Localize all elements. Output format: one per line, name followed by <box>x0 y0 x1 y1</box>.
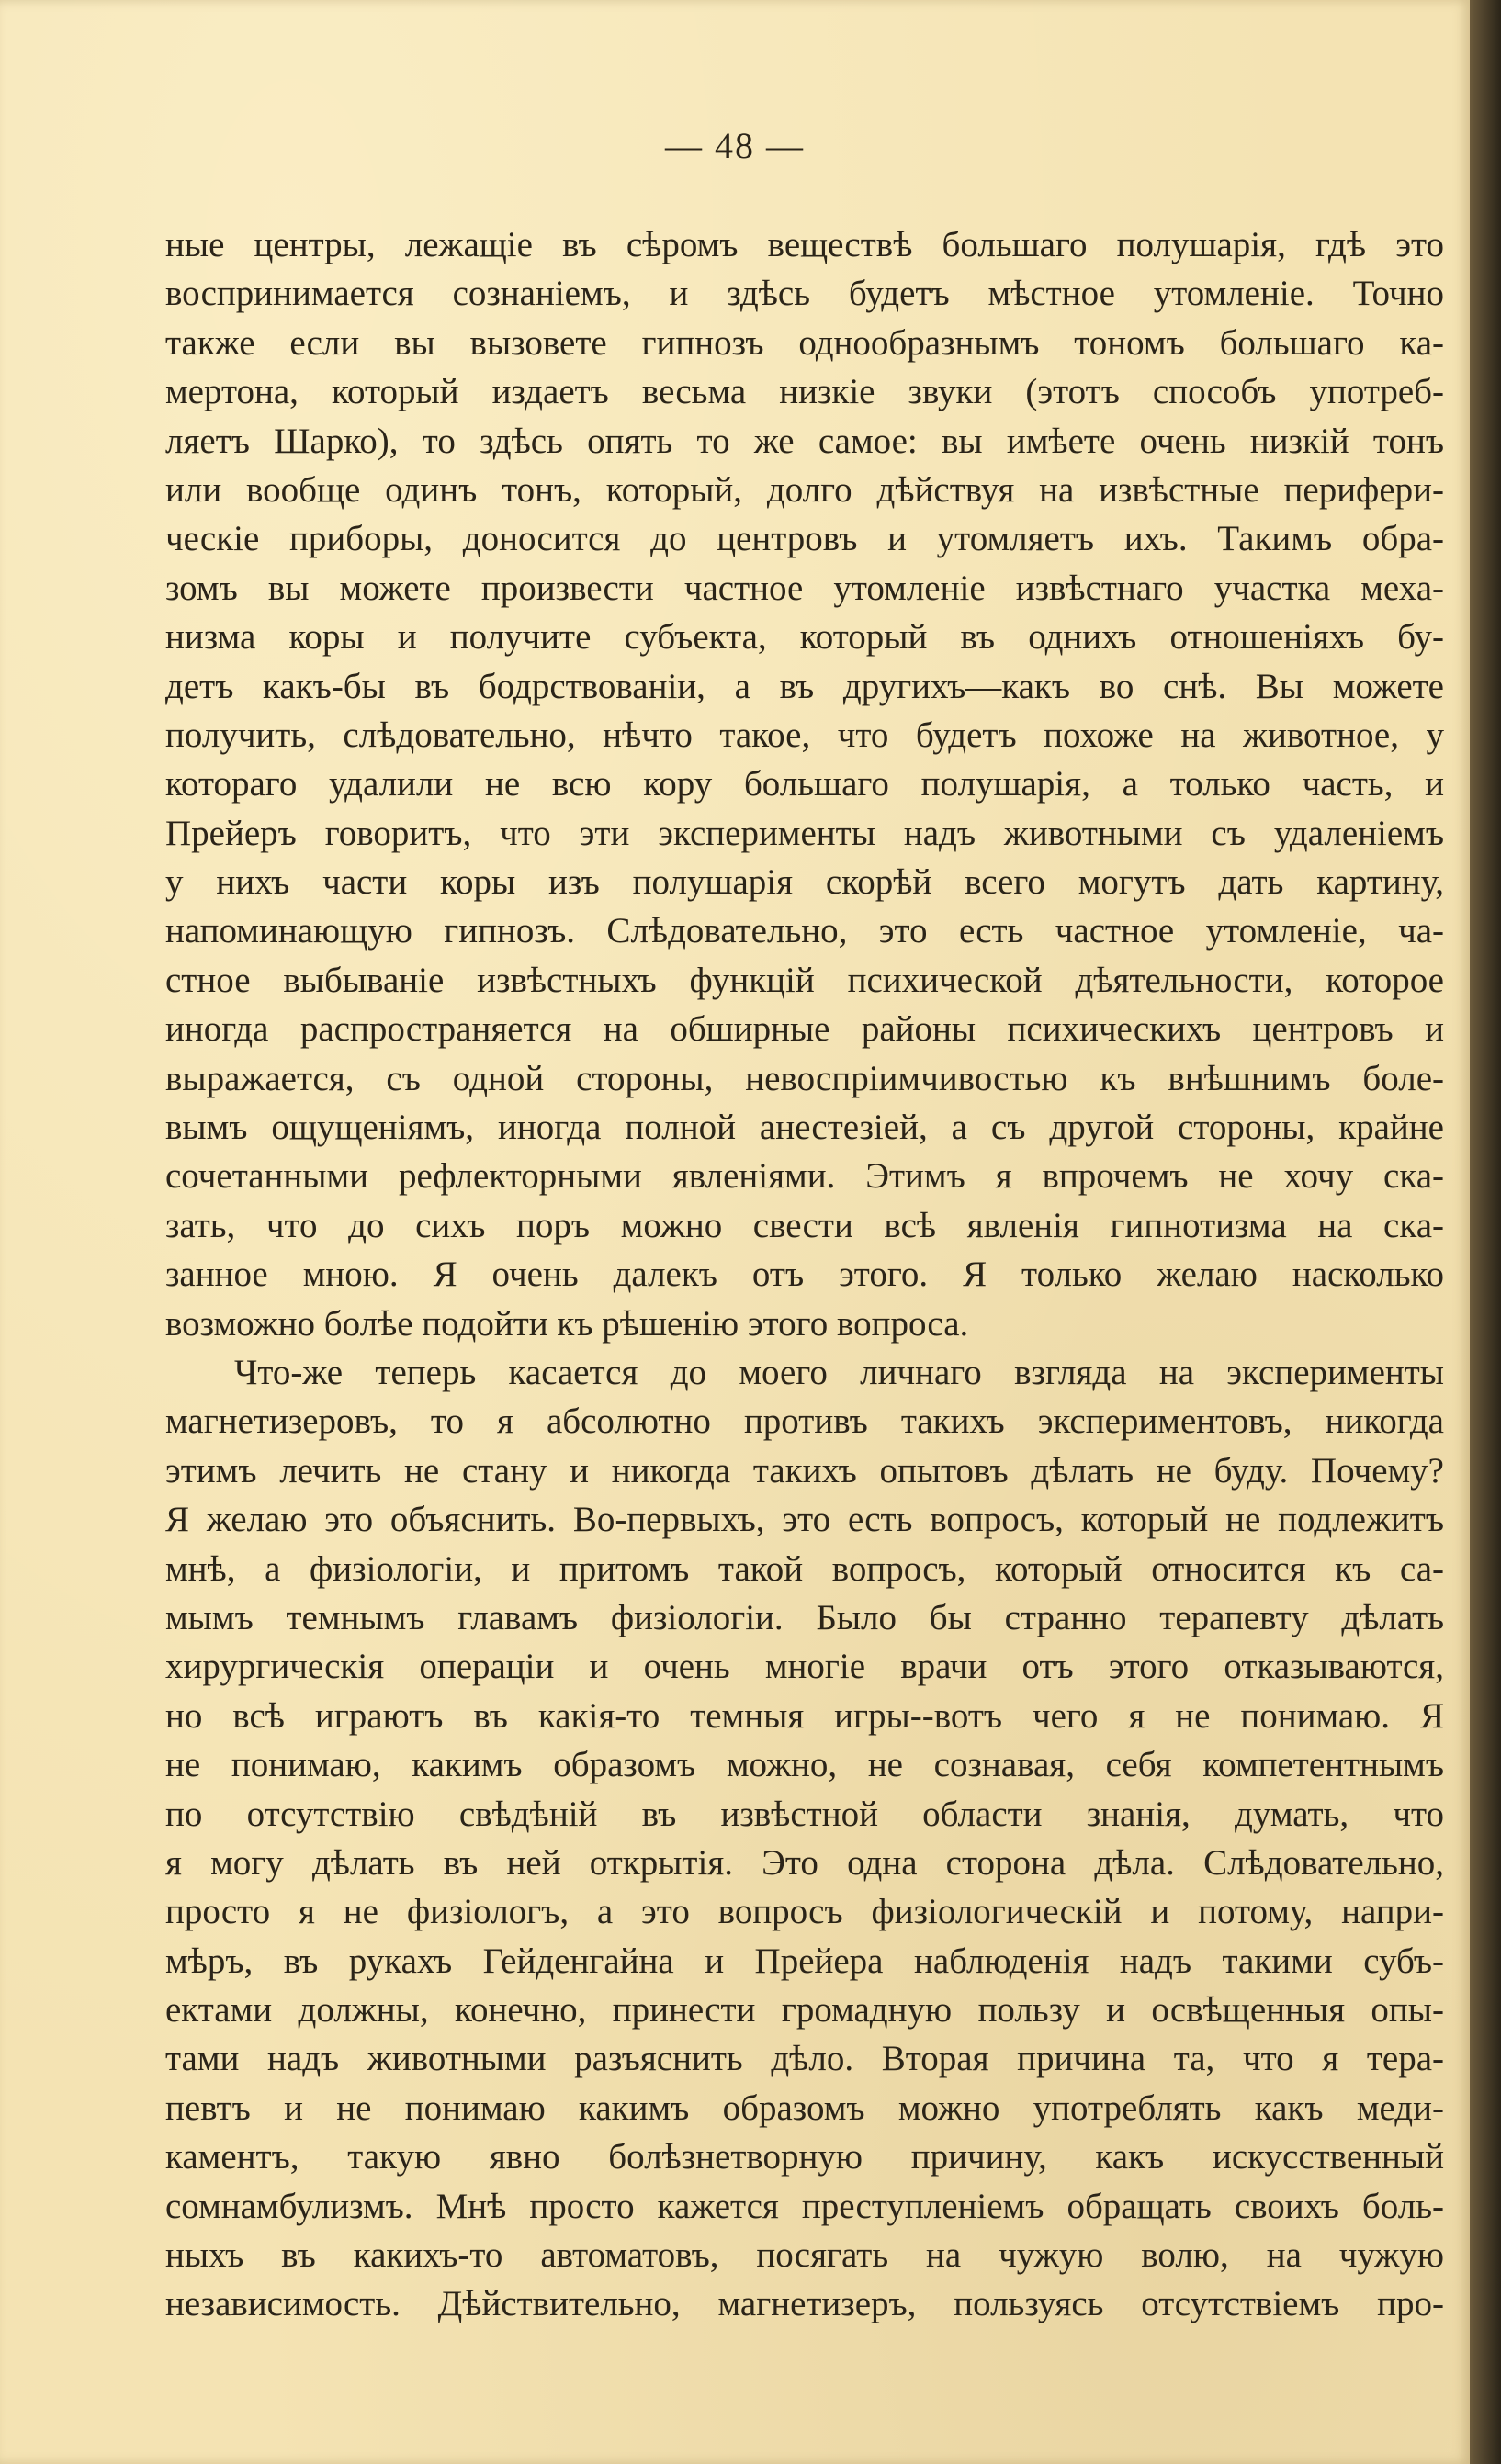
page-edge <box>1470 0 1501 2464</box>
text-line: или вообще одинъ тонъ, который, долго дѣйствуя на извѣстные перифери- <box>165 469 1444 510</box>
text-line: хирургическія операціи и очень многіе врачи отъ этого отказываются, <box>165 1647 1444 1687</box>
text-line: ные центры, лежащіе въ сѣромъ веществѣ большаго полушарія, гдѣ это <box>165 225 1444 264</box>
text-line: низма коры и получите субъекта, который въ однихъ отношеніяхъ бу- <box>165 617 1444 658</box>
text-line: Прейеръ говоритъ, что эти эксперименты надъ животными съ удаленіемъ <box>165 813 1444 853</box>
text-line: сомнамбулизмъ. Мнѣ просто кажется преступленіемъ обращать своихъ боль- <box>165 2186 1444 2226</box>
text-line: не понимаю, какимъ образомъ можно, не сознавая, себя компетентнымъ <box>165 1745 1444 1785</box>
body-text <box>165 220 1444 2329</box>
text-line: иногда распространяется на обширные районы психическихъ центровъ и <box>165 1009 1444 1050</box>
page-number: — 48 — <box>665 125 805 166</box>
text-line: ектами должны, конечно, принести громадную пользу и освѣщенныя опы- <box>165 1990 1444 2031</box>
text-line: мнѣ, а физіологіи, и притомъ такой вопросъ, который относится къ са- <box>165 1548 1444 1589</box>
text-line: стное выбываніе извѣстныхъ функцій психической дѣятельности, которое <box>165 960 1444 1000</box>
text-line: просто я не физіологъ, а это вопросъ физіологическій и потому, напри- <box>165 1892 1444 1932</box>
text-line: выражается, съ одной стороны, невоспріимчивостью къ внѣшнимъ боле- <box>165 1058 1444 1098</box>
text-line: зать, что до сихъ поръ можно свести всѣ явленія гипнотизма на ска- <box>165 1205 1444 1245</box>
text-line: мертона, который издаетъ весьма низкіе звуки (этотъ способъ употреб- <box>165 372 1444 412</box>
text-line: ныхъ въ какихъ-то автоматовъ, посягать на чужую волю, на чужую <box>165 2235 1444 2276</box>
text-line: мымъ темнымъ главамъ физіологіи. Было бы странно терапевту дѣлать <box>165 1597 1444 1637</box>
text-line: получить, слѣдовательно, нѣчто такое, что будетъ похоже на животное, у <box>165 714 1444 755</box>
text-line: зомъ вы можете произвести частное утомленіе извѣстнаго участка меха- <box>165 568 1444 608</box>
text-line: котораго удалили не всю кору большаго полушарія, а только часть, и <box>165 764 1444 804</box>
text-line: мѣръ, въ рукахъ Гейденгайна и Прейера наблюденія надъ такими субъ- <box>165 1941 1444 1981</box>
text-line: певтъ и не понимаю какимъ образомъ можно употреблять какъ меди- <box>165 2087 1444 2128</box>
text-line: Я желаю это объяснить. Во-первыхъ, это есть вопросъ, который не подлежитъ <box>165 1500 1444 1540</box>
text-line: воспринимается сознаніемъ, и здѣсь будетъ мѣстное утомленіе. Точно <box>165 274 1444 314</box>
text-line: детъ какъ-бы въ бодрствованіи, а въ другихъ—какъ во снѣ. Вы можете <box>165 666 1444 706</box>
text-line: у нихъ части коры изъ полушарія скорѣй всего могутъ дать картину, <box>165 862 1444 903</box>
text-line: напоминающую гипнозъ. Слѣдовательно, это есть частное утомленіе, ча- <box>165 911 1444 951</box>
text-line: по отсутствію свѣдѣній въ извѣстной области знанія, думать, что <box>165 1794 1444 1834</box>
text-line: возможно болѣе подойти къ рѣшенію этого вопроса. <box>165 1303 969 1344</box>
text-line: занное мною. Я очень далекъ отъ этого. Я только желаю насколько <box>165 1255 1444 1295</box>
text-line: вымъ ощущеніямъ, иногда полной анестезіей, а съ другой стороны, крайне <box>165 1108 1444 1148</box>
text-line: тами надъ животными разъяснить дѣло. Вторая причина та, что я тера- <box>165 2039 1444 2079</box>
text-line: я могу дѣлать въ ней открытія. Это одна сторона дѣла. Слѣдовательно, <box>165 1842 1444 1883</box>
text-line: ляетъ Шарко), то здѣсь опять то же самое: вы имѣете очень низкій тонъ <box>165 421 1444 461</box>
text-line: независимость. Дѣйствительно, магнетизеръ, пользуясь отсутствіемъ про- <box>165 2284 1444 2324</box>
text-line: ческіе приборы, доносится до центровъ и утомляетъ ихъ. Такимъ обра- <box>165 519 1444 559</box>
text-line: также если вы вызовете гипнозъ однообразнымъ тономъ большаго ка- <box>165 322 1444 363</box>
text-line: Что-же теперь касается до моего личнаго взгляда на эксперименты <box>234 1352 1444 1392</box>
text-line: но всѣ играютъ въ какія-то темныя игры--вотъ чего я не понимаю. Я <box>165 1695 1444 1736</box>
text-line: сочетанными рефлекторными явленіями. Этимъ я впрочемъ не хочу ска- <box>165 1156 1444 1197</box>
text-line: этимъ лечить не стану и никогда такихъ опытовъ дѣлать не буду. Почему? <box>165 1450 1444 1491</box>
text-line: магнетизеровъ, то я абсолютно противъ такихъ экспериментовъ, никогда <box>165 1401 1444 1442</box>
text-line: каментъ, такую явно болѣзнетворную причину, какъ искусственный <box>165 2137 1444 2177</box>
